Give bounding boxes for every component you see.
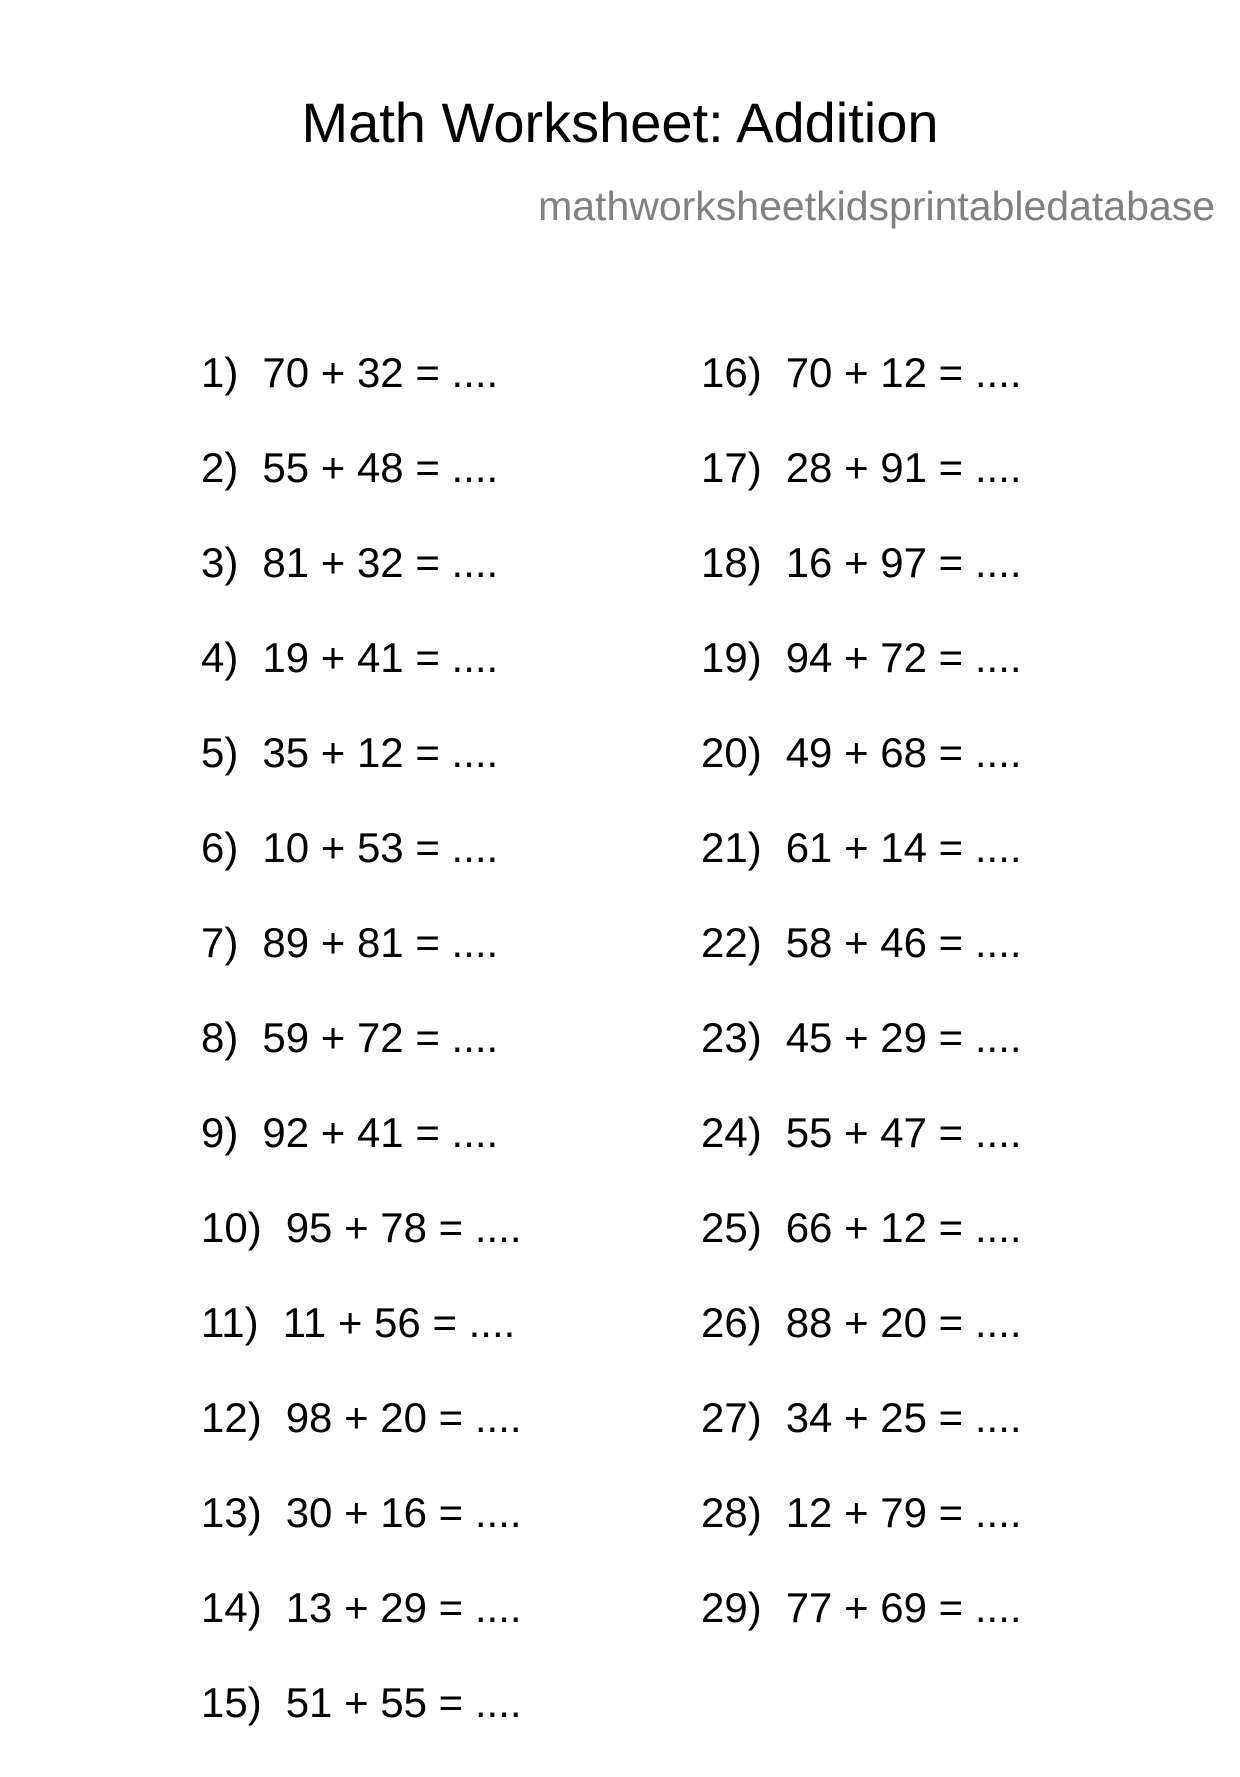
problem-number: 11) [201, 1299, 259, 1346]
problem-number: 15) [201, 1679, 262, 1726]
problem-expression: 70 + 32 = .... [262, 349, 499, 396]
problem-expression: 34 + 25 = .... [785, 1394, 1022, 1441]
problem-item [201, 1014, 522, 1112]
problem-item [701, 634, 1022, 732]
problem-item [701, 824, 1022, 922]
problem-number: 8) [201, 1014, 239, 1061]
problem-number: 25) [701, 1204, 762, 1251]
problem-number: 26) [701, 1299, 762, 1346]
problem-item [201, 1489, 522, 1587]
problem-item [201, 1299, 522, 1397]
problem-list-right [701, 349, 1022, 1682]
problem-item [201, 1109, 522, 1207]
problem-number: 19) [701, 634, 762, 681]
problem-item [201, 824, 522, 922]
problem-number: 16) [701, 349, 762, 396]
problem-number: 14) [201, 1584, 262, 1631]
problem-expression: 89 + 81 = .... [262, 919, 499, 966]
problem-expression: 59 + 72 = .... [262, 1014, 499, 1061]
problem-number: 21) [701, 824, 762, 871]
problem-expression: 95 + 78 = .... [285, 1204, 522, 1251]
problem-number: 20) [701, 729, 762, 776]
problem-item [701, 1204, 1022, 1302]
problem-expression: 94 + 72 = .... [785, 634, 1022, 681]
problem-expression: 28 + 91 = .... [785, 444, 1022, 491]
problem-number: 29) [701, 1584, 762, 1631]
problem-number: 27) [701, 1394, 762, 1441]
problem-expression: 51 + 55 = .... [285, 1679, 522, 1726]
problem-expression: 49 + 68 = .... [785, 729, 1022, 776]
problem-expression: 58 + 46 = .... [785, 919, 1022, 966]
problem-item [201, 1394, 522, 1492]
problem-item [701, 539, 1022, 637]
problem-item [701, 1109, 1022, 1207]
problem-expression: 45 + 29 = .... [785, 1014, 1022, 1061]
problem-number: 10) [201, 1204, 262, 1251]
problem-item [701, 1014, 1022, 1112]
page-title: Math Worksheet: Addition [301, 91, 939, 154]
problem-item [201, 1679, 522, 1777]
problem-expression: 11 + 56 = .... [282, 1299, 516, 1346]
problem-number: 28) [701, 1489, 762, 1536]
problem-number: 17) [701, 444, 762, 491]
problem-number: 6) [201, 824, 239, 871]
problem-expression: 77 + 69 = .... [785, 1584, 1022, 1631]
problem-item [701, 444, 1022, 542]
problem-expression: 30 + 16 = .... [285, 1489, 522, 1536]
problem-expression: 10 + 53 = .... [262, 824, 499, 871]
problem-number: 5) [201, 729, 239, 776]
problem-number: 13) [201, 1489, 262, 1536]
problem-expression: 70 + 12 = .... [785, 349, 1022, 396]
problem-expression: 98 + 20 = .... [285, 1394, 522, 1441]
problem-item [701, 729, 1022, 827]
problem-item [201, 919, 522, 1017]
problem-number: 18) [701, 539, 762, 586]
problem-item [701, 1299, 1022, 1397]
problem-item [201, 634, 522, 732]
problem-list-left [201, 349, 522, 1777]
problem-expression: 81 + 32 = .... [262, 539, 499, 586]
problem-item [201, 1584, 522, 1682]
problem-item [201, 444, 522, 542]
problem-expression: 12 + 79 = .... [785, 1489, 1022, 1536]
problem-item [701, 1394, 1022, 1492]
problem-expression: 55 + 47 = .... [785, 1109, 1022, 1156]
problem-number: 2) [201, 444, 239, 491]
problem-expression: 55 + 48 = .... [262, 444, 499, 491]
source-watermark: mathworksheetkidsprintabledatabase [538, 183, 1215, 229]
problem-expression: 35 + 12 = .... [262, 729, 499, 776]
problem-item [701, 1489, 1022, 1587]
problem-item [701, 919, 1022, 1017]
problem-expression: 16 + 97 = .... [785, 539, 1022, 586]
problem-number: 22) [701, 919, 762, 966]
problem-item [201, 539, 522, 637]
problem-number: 23) [701, 1014, 762, 1061]
problem-expression: 13 + 29 = .... [285, 1584, 522, 1631]
problem-expression: 19 + 41 = .... [262, 634, 499, 681]
problem-item [201, 729, 522, 827]
problem-expression: 88 + 20 = .... [785, 1299, 1022, 1346]
problem-number: 9) [201, 1109, 239, 1156]
problem-expression: 61 + 14 = .... [785, 824, 1022, 871]
problem-item [701, 349, 1022, 447]
problem-expression: 92 + 41 = .... [262, 1109, 499, 1156]
problem-item [201, 1204, 522, 1302]
problem-expression: 66 + 12 = .... [785, 1204, 1022, 1251]
problem-number: 7) [201, 919, 239, 966]
problem-number: 24) [701, 1109, 762, 1156]
problem-item [201, 349, 522, 447]
problem-number: 3) [201, 539, 239, 586]
problem-number: 12) [201, 1394, 262, 1441]
problem-item [701, 1584, 1022, 1682]
problem-number: 1) [201, 349, 239, 396]
problem-number: 4) [201, 634, 239, 681]
